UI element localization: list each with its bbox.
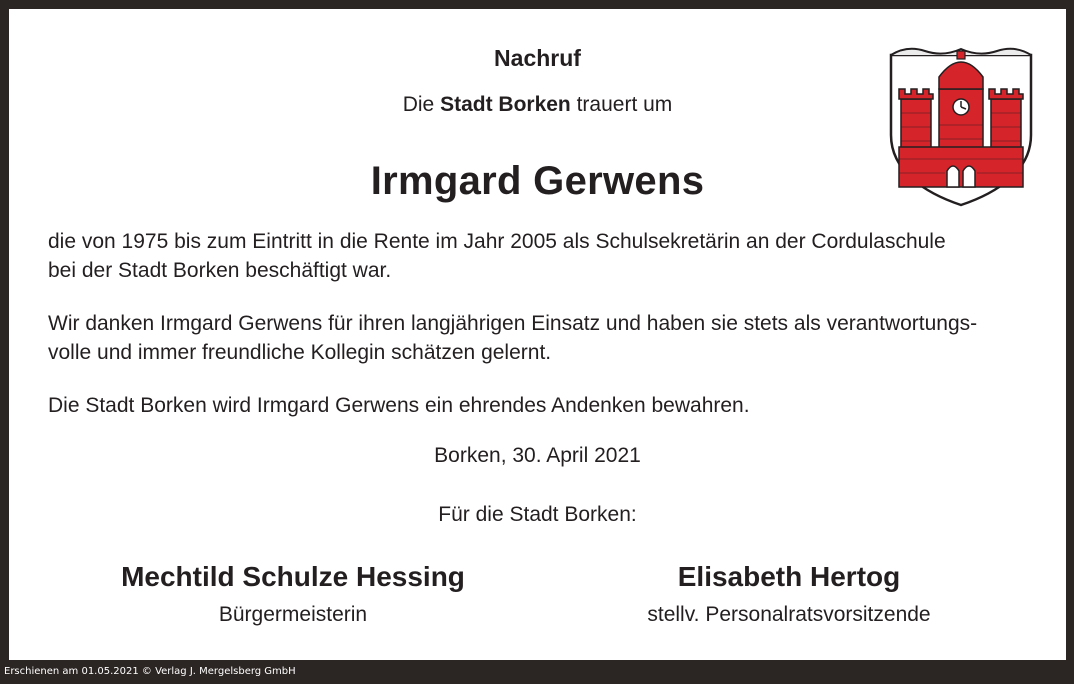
- paragraph-thanks: Wir danken Irmgard Gerwens für ihren langjährigen Einsatz und haben sie stets als verantwortungs- volle und immer freundliche Kollegin schätzen gelernt.: [48, 312, 978, 364]
- intro-organization: Stadt Borken: [440, 93, 571, 116]
- paragraph-employment: die von 1975 bis zum Eintritt in die Rente im Jahr 2005 als Schulsekretärin an der Cordulaschule bei der Stadt Borken beschäftigt war.: [48, 230, 946, 282]
- coat-of-arms-icon: [887, 43, 1035, 207]
- signatory-mayor: [73, 561, 513, 627]
- signatory-name: Mechtild Schulze Hessing: [121, 561, 465, 592]
- signatory-staff-council: [569, 561, 1009, 627]
- intro-suffix: trauert um: [570, 93, 673, 116]
- place-and-date: Borken, 30. April 2021: [434, 444, 641, 467]
- signatory-role: Bürgermeisterin: [218, 603, 368, 626]
- notice-heading: Nachruf: [494, 45, 581, 71]
- on-behalf-line: Für die Stadt Borken:: [438, 503, 637, 526]
- obituary-notice: [9, 9, 1066, 660]
- deceased-name: Irmgard Gerwens: [370, 159, 705, 203]
- signatory-name: Elisabeth Hertog: [677, 561, 901, 592]
- intro-prefix: Die: [402, 93, 441, 116]
- signatory-role: stellv. Personalratsvorsitzende: [647, 603, 931, 626]
- publication-footer: Erschienen am 01.05.2021 © Verlag J. Mergelsberg GmbH: [4, 666, 296, 677]
- paragraph-remembrance: Die Stadt Borken wird Irmgard Gerwens ein ehrendes Andenken bewahren.: [48, 394, 750, 417]
